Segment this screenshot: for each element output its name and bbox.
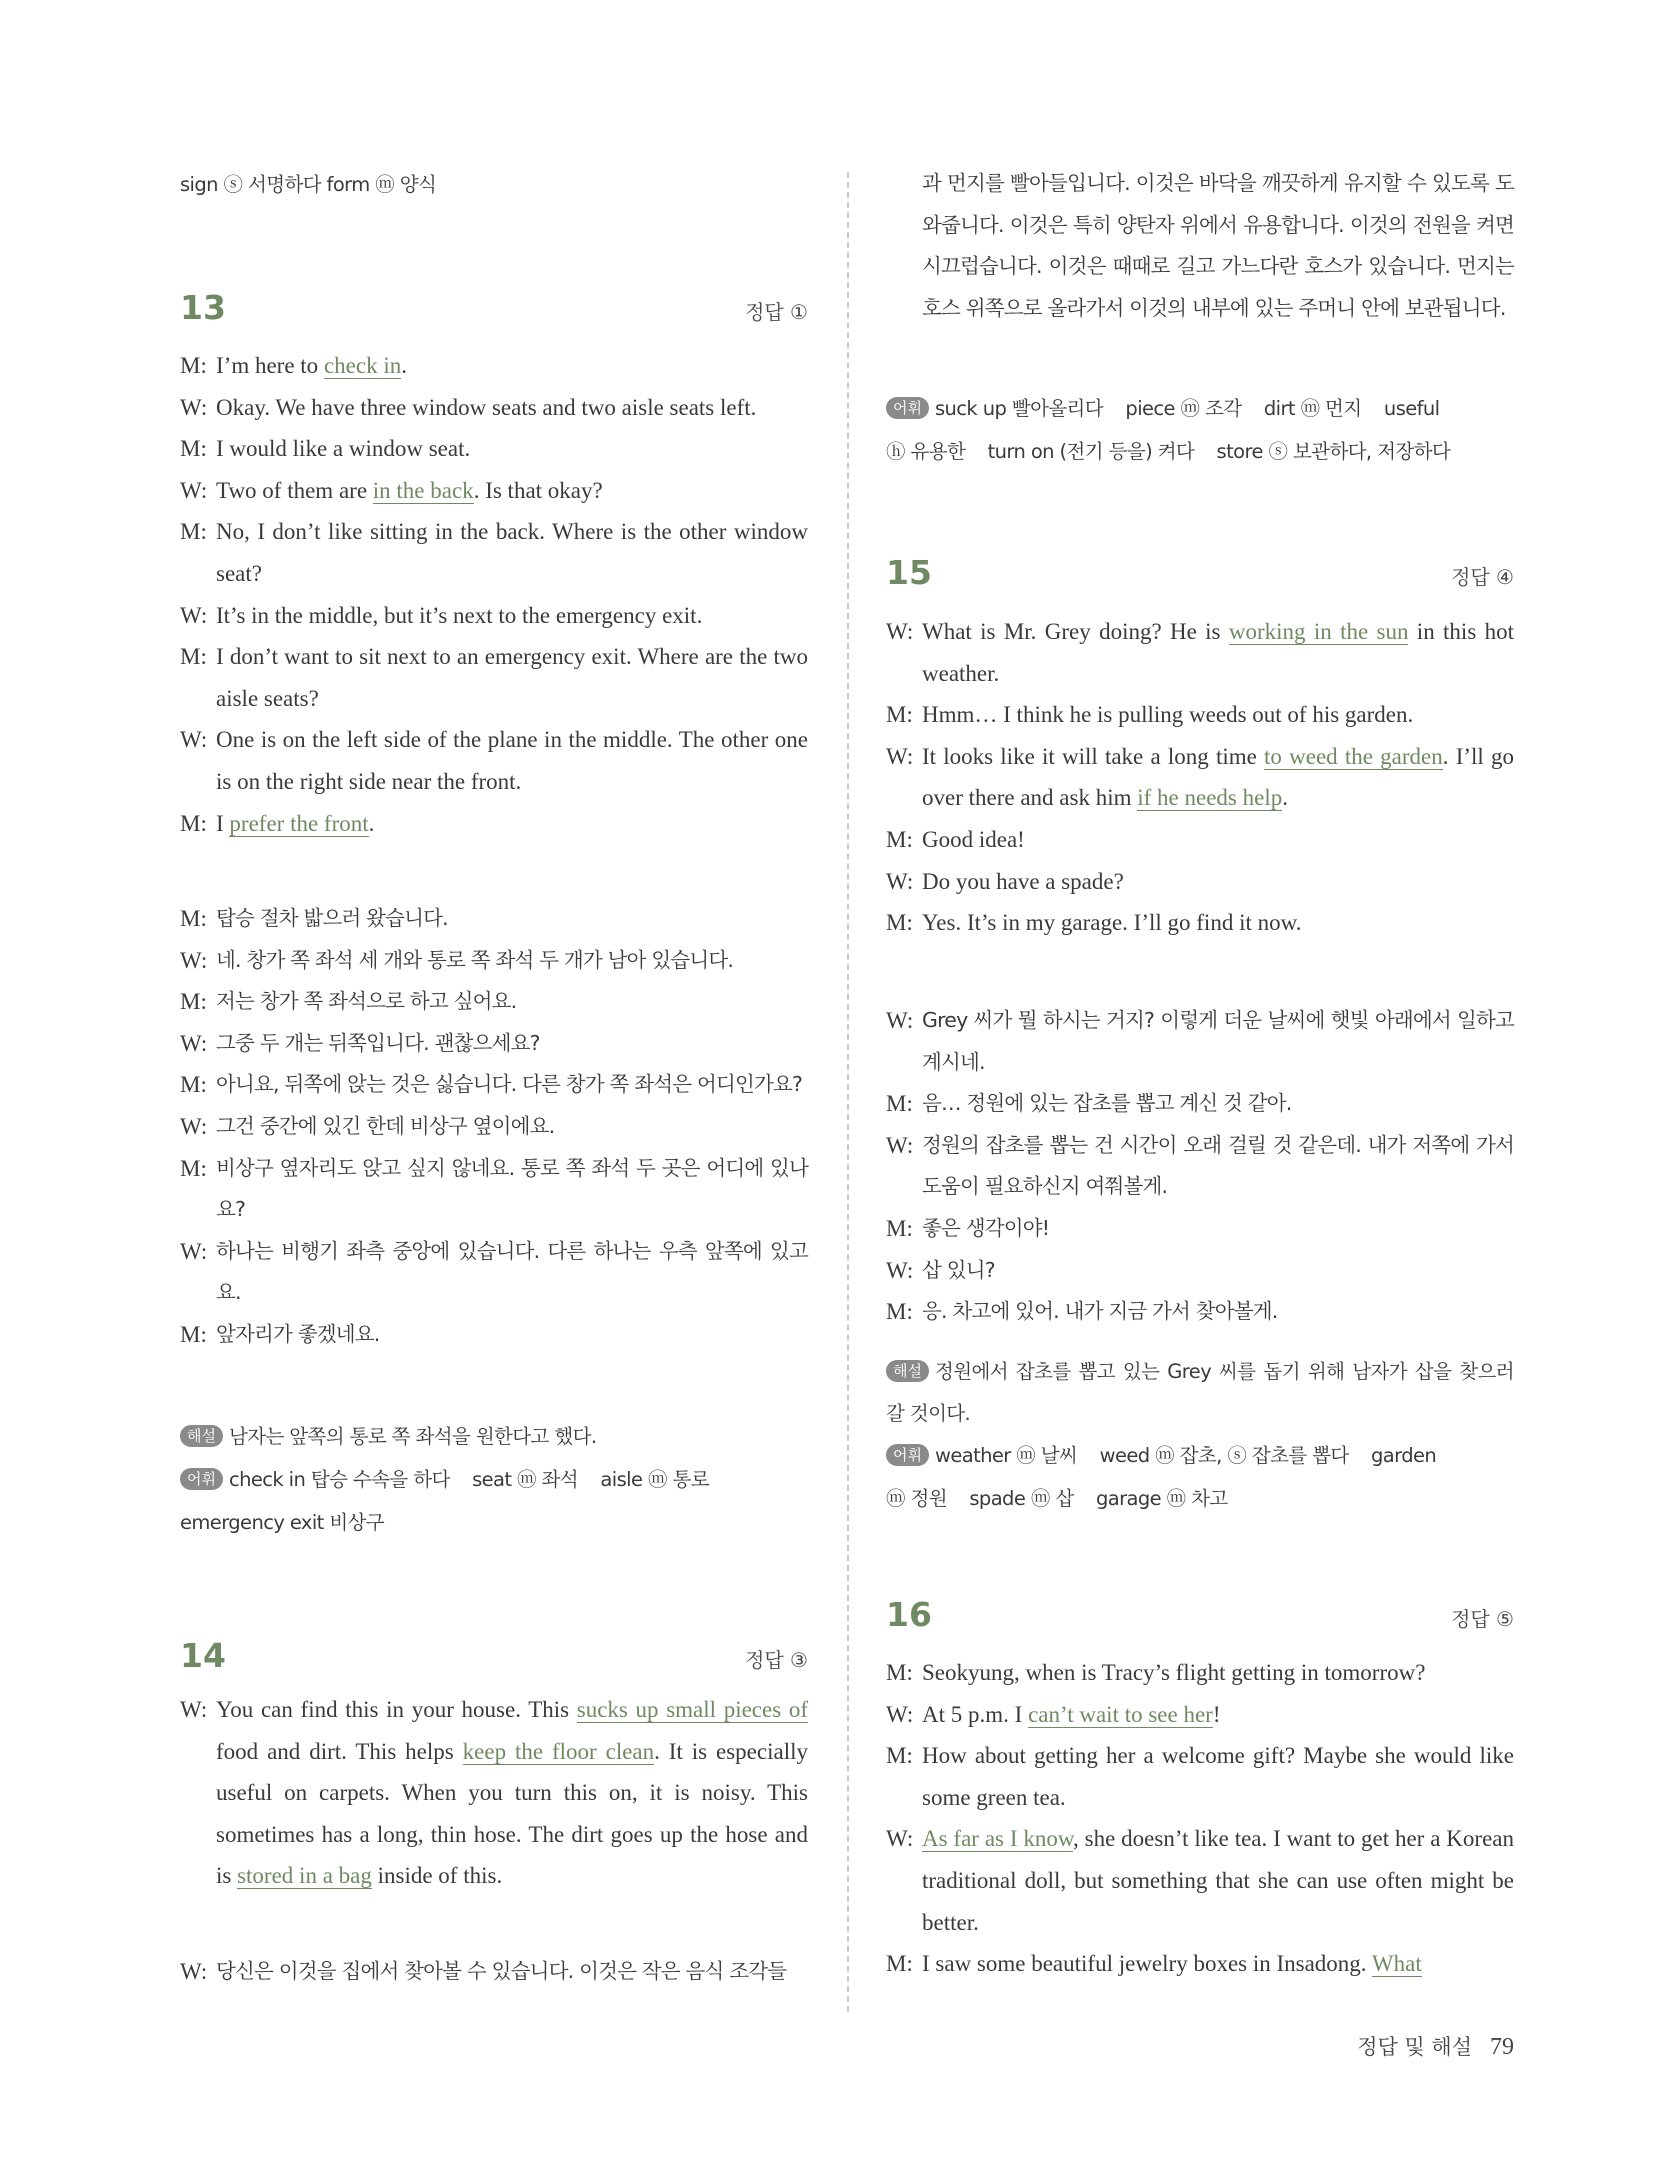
footer-label: 정답 및 해설 xyxy=(1357,2035,1472,2059)
speaker-label: M: xyxy=(886,1660,913,1685)
answer-label: 정답 ① xyxy=(745,300,808,324)
q16-header xyxy=(886,1595,1514,1634)
underlined-phrase: check in xyxy=(323,353,402,378)
speaker-label: M: xyxy=(886,1215,913,1241)
dialogue-line: W: As far as I know, she doesn’t like tea. I want to get her a Korean traditional doll, but something that she can use often might be better. xyxy=(886,1818,1514,1943)
dialogue-line: W: It’s in the middle, but it’s next to the emergency exit. xyxy=(180,595,808,637)
dialogue-line: M: I’m here to check in. xyxy=(180,345,808,387)
speaker-label: M: xyxy=(886,702,913,728)
speaker-label: W: xyxy=(180,947,208,973)
question-number: 16 xyxy=(886,1595,932,1634)
dialogue-line: M: Hmm… I think he is pulling weeds out of his garden. xyxy=(886,694,1514,736)
dialogue-line: M: 비상구 옆자리도 앉고 싶지 않네요. 통로 쪽 좌석 두 곳은 어디에 있나요? xyxy=(180,1148,808,1231)
page-footer xyxy=(1357,2031,1514,2061)
speaker-label: M: xyxy=(886,1743,913,1769)
underlined-phrase: working in the sun xyxy=(1228,619,1409,644)
q13-header xyxy=(180,288,808,327)
answer-label: 정답 ④ xyxy=(1451,565,1514,589)
dialogue-line: W: One is on the left side of the plane in the middle. The other one is on the right side near the front. xyxy=(180,719,808,802)
explanation-badge: 해설 xyxy=(180,1425,223,1447)
dialogue-line: W: 하나는 비행기 좌측 중앙에 있습니다. 다른 하나는 우측 앞쪽에 있고요. xyxy=(180,1231,808,1314)
question-number: 15 xyxy=(886,553,932,592)
speaker-label: W: xyxy=(180,1113,208,1139)
speaker-label: W: xyxy=(180,1030,208,1056)
underlined-phrase: keep the floor clean xyxy=(462,1738,655,1764)
q14-header xyxy=(180,1636,808,1675)
dialogue-line: M: 탑승 절차 밟으러 왔습니다. xyxy=(180,898,808,940)
dialogue-line: W: Do you have a spade? xyxy=(886,861,1514,903)
dialogue-line: M: I saw some beautiful jewelry boxes in Insadong. What xyxy=(886,1943,1514,1985)
underlined-phrase: if he needs help xyxy=(1137,785,1283,811)
speaker-label: M: xyxy=(886,826,913,852)
dialogue-line: M: 저는 창가 쪽 좌석으로 하고 싶어요. xyxy=(180,981,808,1023)
speaker-label: W: xyxy=(886,1701,914,1727)
speaker-label: W: xyxy=(886,1257,914,1283)
explanation-badge: 해설 xyxy=(886,1360,929,1382)
speaker-label: M: xyxy=(180,1072,207,1098)
q13-dialogue xyxy=(180,345,808,844)
speaker-label: M: xyxy=(886,1951,913,1977)
dialogue-line: W: It looks like it will take a long time to weed the garden. I’ll go over there and ask him if he needs help. xyxy=(886,736,1514,819)
speaker-label: W: xyxy=(886,743,914,769)
dialogue-line: M: How about getting her a welcome gift? Maybe she would like some green tea. xyxy=(886,1735,1514,1818)
dialogue-line: M: 좋은 생각이야! xyxy=(886,1208,1514,1250)
q14-translation-start: W: 당신은 이것을 집에서 찾아볼 수 있습니다. 이것은 작은 음식 조각들 xyxy=(180,1959,787,1984)
vocab-badge: 어휘 xyxy=(886,397,929,419)
q13-vocab: 어휘 check in 탑승 수속을 하다 seat ⓜ 좌석 aisle ⓜ 통로 emergency exit 비상구 xyxy=(180,1468,709,1534)
underlined-phrase: in the back xyxy=(372,477,474,503)
speaker-label: M: xyxy=(886,1299,913,1325)
question-number: 13 xyxy=(180,288,226,327)
speaker-label: W: xyxy=(886,619,914,644)
dialogue-line: W: 네. 창가 쪽 좌석 세 개와 통로 쪽 좌석 두 개가 남아 있습니다. xyxy=(180,940,808,982)
dialogue-line: W: What is Mr. Grey doing? He is working in the sun in this hot weather. xyxy=(886,611,1514,694)
underlined-phrase: sucks up small pieces of xyxy=(576,1697,808,1722)
underlined-phrase: to weed the garden xyxy=(1264,743,1443,769)
speaker-label: M: xyxy=(180,519,207,545)
q15-explanation: 해설 정원에서 잡초를 뽑고 있는 Grey 씨를 돕기 위해 남자가 삽을 찾으러 갈 것이다. xyxy=(886,1360,1514,1425)
speaker-label: M: xyxy=(180,353,207,378)
speaker-label: W: xyxy=(180,727,208,753)
answer-label: 정답 ⑤ xyxy=(1451,1607,1514,1631)
dialogue-line: W: 그건 중간에 있긴 한데 비상구 옆이에요. xyxy=(180,1106,808,1148)
speaker-label: M: xyxy=(180,644,207,670)
underlined-phrase: stored in a bag xyxy=(237,1863,372,1889)
dialogue-line: W: Grey 씨가 뭘 하시는 거지? 이렇게 더운 날씨에 햇빛 아래에서 일하고 계시네. xyxy=(886,1000,1514,1083)
dialogue-line: M: I prefer the front. xyxy=(180,803,808,845)
q13-translation xyxy=(180,898,808,1356)
dialogue-line: M: 응. 차고에 있어. 내가 지금 가서 찾아볼게. xyxy=(886,1291,1514,1333)
dialogue-line: W: At 5 p.m. I can’t wait to see her! xyxy=(886,1694,1514,1736)
speaker-label: W: xyxy=(180,602,208,628)
question-number: 14 xyxy=(180,1636,226,1675)
speaker-label: W: xyxy=(886,868,914,894)
dialogue-line: M: Yes. It’s in my garage. I’ll go find it now. xyxy=(886,902,1514,944)
page-number: 79 xyxy=(1490,2034,1514,2060)
speaker-label: W: xyxy=(180,477,208,503)
speaker-label: W: xyxy=(180,1238,208,1264)
speaker-label: W: xyxy=(886,1132,914,1158)
dialogue-line: M: I don’t want to sit next to an emergency exit. Where are the two aisle seats? xyxy=(180,636,808,719)
answer-label: 정답 ③ xyxy=(745,1648,808,1672)
speaker-label: M: xyxy=(886,910,913,936)
speaker-label: W: xyxy=(180,394,208,420)
dialogue-line: W: 삽 있니? xyxy=(886,1250,1514,1292)
column-divider xyxy=(847,172,849,2012)
speaker-label: W: xyxy=(886,1826,914,1852)
dialogue-line: M: 음… 정원에 있는 잡초를 뽑고 계신 것 같아. xyxy=(886,1083,1514,1125)
q16-dialogue xyxy=(886,1652,1514,1985)
speaker-label: W: xyxy=(886,1008,914,1033)
dialogue-line: M: 아니요, 뒤쪽에 앉는 것은 싫습니다. 다른 창가 쪽 좌석은 어디인가요? xyxy=(180,1064,808,1106)
q15-header xyxy=(886,553,1514,592)
dialogue-line: M: Good idea! xyxy=(886,819,1514,861)
underlined-phrase: prefer the front xyxy=(229,810,369,836)
speaker-label: M: xyxy=(886,1091,913,1117)
speaker-label: M: xyxy=(180,810,207,836)
dialogue-line: W: Okay. We have three window seats and two aisle seats left. xyxy=(180,387,808,429)
speaker-label: M: xyxy=(180,906,207,931)
speaker-label: M: xyxy=(180,436,207,462)
underlined-phrase: As far as I know xyxy=(922,1826,1074,1852)
q14-translation-rest: 과 먼지를 빨아들입니다. 이것은 바닥을 깨끗하게 유지할 수 있도록 도와줍니다. 이것은 특히 양탄자 위에서 유용합니다. 이것의 전원을 켜면 시끄럽습니다. 이것은 때때로 길고 가느다란 호스가 있습니다. 먼지는 호스 위쪽으로 올라가서 이것의 내부에 있는 주머니 안에 보관됩니다. xyxy=(922,171,1514,320)
speaker-label: M: xyxy=(180,989,207,1015)
dialogue-line: M: 앞자리가 좋겠네요. xyxy=(180,1314,808,1356)
underlined-phrase: can’t wait to see her xyxy=(1028,1701,1213,1727)
top-vocab: sign ⓢ 서명하다 form ⓜ 양식 xyxy=(180,173,437,196)
q14-dialogue: W: You can find this in your house. This sucks up small pieces of food and dirt. This helps keep the floor clean. It is especially useful on carpets. When you turn this on, it is noisy. This sometimes has a long, thin hose. The dirt goes up the hose and is stored in a bag inside of this. xyxy=(180,1697,808,1889)
dialogue-line: W: Two of them are in the back. Is that okay? xyxy=(180,470,808,512)
vocab-badge: 어휘 xyxy=(180,1468,223,1490)
q15-dialogue xyxy=(886,611,1514,944)
dialogue-line: M: Seokyung, when is Tracy’s flight getting in tomorrow? xyxy=(886,1652,1514,1694)
dialogue-line: W: 정원의 잡초를 뽑는 건 시간이 오래 걸릴 것 같은데. 내가 저쪽에 가서 도움이 필요하신지 여쭤볼게. xyxy=(886,1125,1514,1208)
speaker-label: M: xyxy=(180,1321,207,1347)
dialogue-line: M: No, I don’t like sitting in the back. Where is the other window seat? xyxy=(180,511,808,594)
q13-explanation: 해설 남자는 앞쪽의 통로 쪽 좌석을 원한다고 했다. xyxy=(180,1416,808,1458)
speaker-label: M: xyxy=(180,1155,207,1181)
vocab-badge: 어휘 xyxy=(886,1444,929,1466)
dialogue-line: W: 그중 두 개는 뒤쪽입니다. 괜찮으세요? xyxy=(180,1023,808,1065)
q14-vocab: 어휘 suck up 빨아올리다 piece ⓜ 조각 dirt ⓜ 먼지 useful ⓗ 유용한 turn on (전기 등을) 켜다 store ⓢ 보관하다, 저장하다 xyxy=(886,397,1451,463)
q15-translation xyxy=(886,1000,1514,1333)
dialogue-line: M: I would like a window seat. xyxy=(180,428,808,470)
underlined-phrase: What xyxy=(1371,1951,1422,1977)
q15-vocab: 어휘 weather ⓜ 날씨 weed ⓜ 잡초, ⓢ 잡초를 뽑다 garden ⓜ 정원 spade ⓜ 삽 garage ⓜ 차고 xyxy=(886,1444,1437,1510)
